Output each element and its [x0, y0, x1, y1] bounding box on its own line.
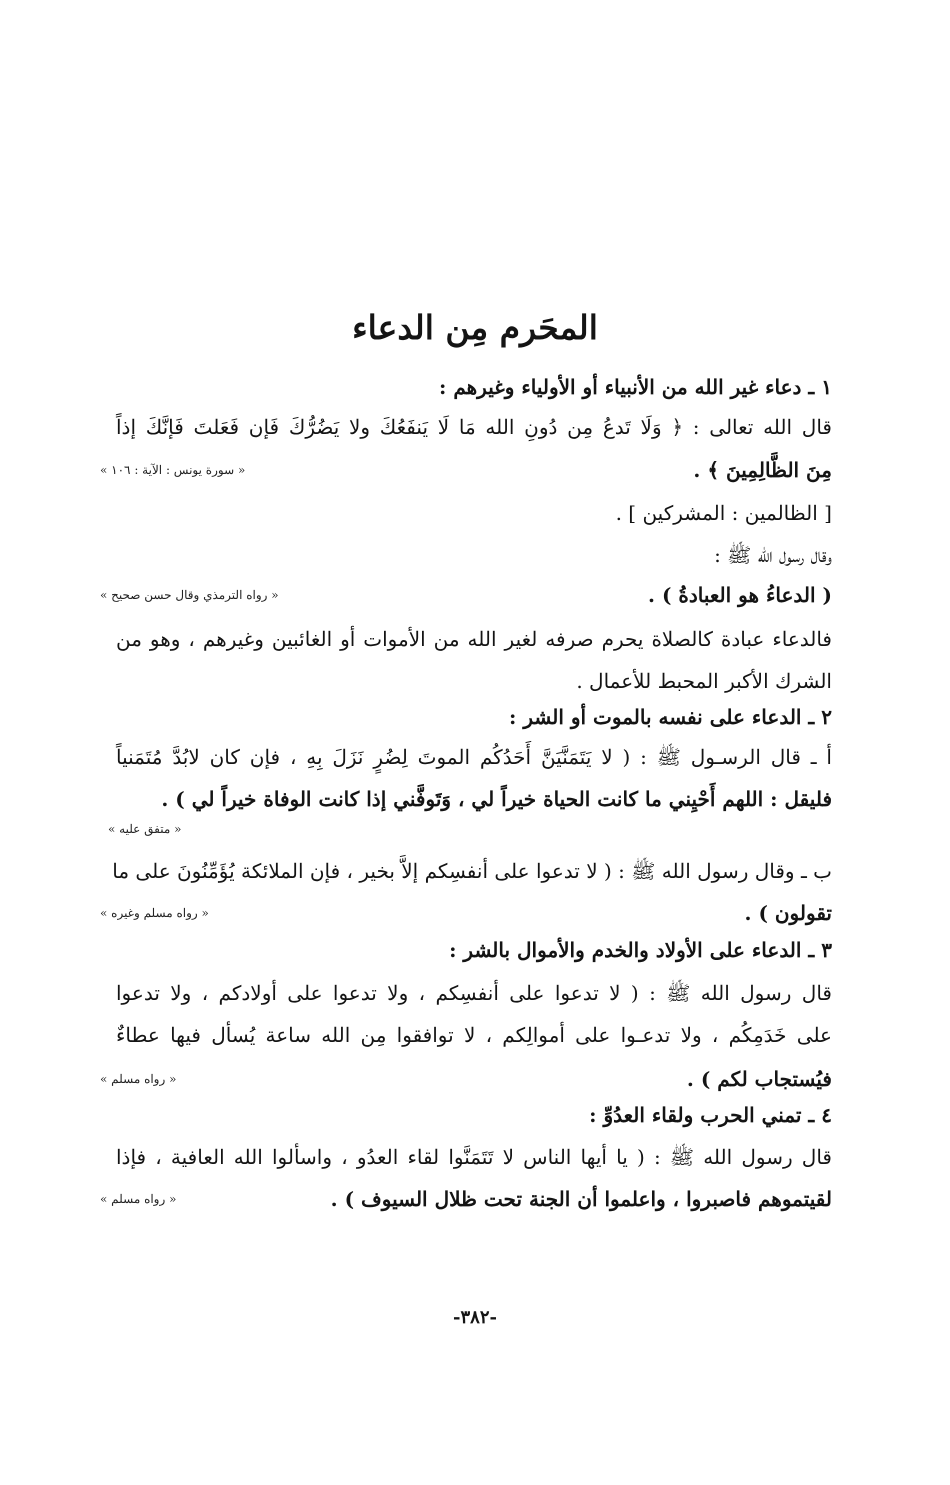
hadith-3-line-1: قال رسول الله ﷺ : ( لا تدعوا على أنفسِكم ، ولا تدعوا على أولادكم ، ولا تدعوا [116, 981, 832, 1005]
citation-note-6: « رواه مسلم » [100, 1192, 177, 1206]
hadith-text-line: ( الدعاءُ هو العبادةُ ) . [648, 583, 832, 607]
hadith-b-line-1: ب ـ وقال رسول الله ﷺ : ( لا تدعوا على أنفسِكم إلاَّ بخير ، فإن الملائكة يُؤَمِّنُونَ على ما [112, 859, 832, 883]
hadith-3-line-3: فيُستجاب لكم ) . [686, 1067, 832, 1091]
hadith-intro-line: وقال رسول الله ﷺ : [714, 543, 832, 567]
section-heading-3: ٣ ـ الدعاء على الأولاد والخدم والأموال بالشر : [449, 938, 832, 962]
section-heading-1: ١ ـ دعاء غير الله من الأنبياء أو الأولياء وغيرهم : [438, 375, 832, 399]
citation-note-3: « متفق عليه » [108, 822, 182, 836]
explanation-line-1: فالدعاء عبادة كالصلاة يحرم صرفه لغير الله من الأموات أو الغائبين وغيرهم ، وهو من [116, 627, 832, 651]
quran-verse-line-1: قال الله تعالى : ﴿ وَلَا تَدعُ مِن دُونِ الله مَا لَا يَنفَعُكَ ولا يَضُرُّكَ فَإن فَعَلتَ فَإنَّكَ إذاً [116, 415, 832, 439]
section-heading-2: ٢ ـ الدعاء على نفسه بالموت أو الشر : [509, 705, 832, 729]
hadith-a-line-2: فليقل : اللهم أَحْيِني ما كانت الحياة خيراً لي ، وَتَوفَّني إذا كانت الوفاة خيراً لي ) . [161, 787, 832, 811]
citation-note-5: « رواه مسلم » [100, 1072, 177, 1086]
hadith-4-line-1: قال رسول الله ﷺ : ( يا أيها الناس لا تَتَمَنَّوا لقاء العدُو ، واسألوا الله العافية ، فإذا [116, 1145, 832, 1169]
page-number: -٣٨٢- [453, 1307, 497, 1328]
hadith-b-line-2: تقولون ) . [744, 901, 832, 925]
section-heading-4: ٤ ـ تمني الحرب ولقاء العدُوِّ : [589, 1103, 832, 1127]
explanation-line-2: الشرك الأكبر المحبط للأعمال . [576, 669, 832, 693]
hadith-3-line-2: على خَدَمِكُم ، ولا تدعـوا على أموالِكم ، لا توافقوا مِن الله ساعة يُسأل فيها عطاءٌ [116, 1023, 832, 1047]
citation-note-4: « رواه مسلم وغيره » [100, 906, 209, 920]
citation-note-1: « سورة يونس : الآية : ١٠٦ » [100, 463, 246, 477]
citation-note-2: « رواه الترمذي وقال حسن صحيح » [100, 588, 279, 602]
page-title: المحَرم مِن الدعاء [352, 308, 598, 347]
gloss-line: [ الظالمين : المشركين ] . [615, 501, 832, 525]
hadith-4-line-2: لقيتموهم فاصبروا ، واعلموا أن الجنة تحت ظلال السيوف ) . [330, 1187, 832, 1211]
quran-verse-line-2: مِنَ الظَّالِمِينَ ﴾ . [693, 458, 832, 482]
hadith-a-line-1: أ ـ قال الرسـول ﷺ : ( لا يَتَمَنَّيَنَّ أَحَدُكُم الموتَ لِضُرٍ نَزَلَ بِهِ ، فإن كان لابُدَّ مُتَمَنياً [116, 745, 832, 769]
